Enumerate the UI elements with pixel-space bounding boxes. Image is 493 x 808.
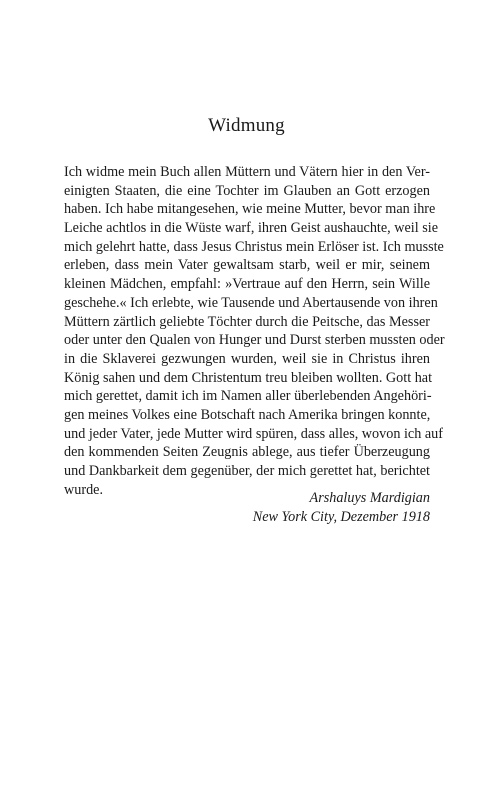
paragraph-line: Müttern zärtlich geliebte Töchter durch die Peitsche, das Messer <box>64 313 430 330</box>
paragraph-line: geschehe.« Ich erlebte, wie Tausende und Abertausende von ihren <box>64 294 438 311</box>
paragraph-line: mich gerettet, damit ich im Namen aller überlebenden Angehöri- <box>64 388 432 405</box>
signature-place-date: New York City, Dezember 1918 <box>252 508 430 525</box>
paragraph-line: haben. Ich habe mitangesehen, wie meine Mutter, bevor man ihre <box>64 201 436 218</box>
signature-author: Arshaluys Mardigian <box>309 490 430 506</box>
signature-block <box>64 489 430 526</box>
paragraph-line: gen meines Volkes eine Botschaft nach Amerika bringen konnte, <box>64 406 431 423</box>
paragraph-line: in die Sklaverei gezwungen wurden, weil sie in Christus ihren <box>64 350 430 367</box>
paragraph-line: kleinen Mädchen, empfahl: »Vertraue auf den Herrn, sein Wille <box>64 276 430 293</box>
paragraph-line: Ich widme mein Buch allen Müttern und Vätern hier in den Ver- <box>64 164 430 180</box>
paragraph-line: König sahen und dem Christentum treu bleiben wollten. Gott hat <box>64 369 433 386</box>
page-title: Widmung <box>208 115 285 136</box>
paragraph-line: und Dankbarkeit dem gegenüber, der mich gerettet hat, berichtet <box>64 463 430 479</box>
paragraph-line: einigten Staaten, die eine Tochter im Glauben an Gott erzogen <box>64 182 430 199</box>
paragraph-line: und jeder Vater, jede Mutter wird spüren, dass alles, wovon ich auf <box>64 425 443 442</box>
paragraph-line: wurde. <box>64 481 104 498</box>
dedication-paragraph <box>64 163 445 499</box>
paragraph-line: erleben, dass mein Vater gewaltsam starb, weil er mir, seinem <box>64 257 430 274</box>
paragraph-line: oder unter den Qualen von Hunger und Durst sterben mussten oder <box>64 332 445 349</box>
paragraph-line: den kommenden Seiten Zeugnis ablege, aus tiefer Überzeugung <box>64 444 430 461</box>
paragraph-line: Leiche achtlos in die Wüste warf, ihren Geist aushauchte, weil sie <box>64 220 439 237</box>
paragraph-line: mich gelehrt hatte, dass Jesus Christus mein Erlöser ist. Ich musste <box>64 238 444 255</box>
